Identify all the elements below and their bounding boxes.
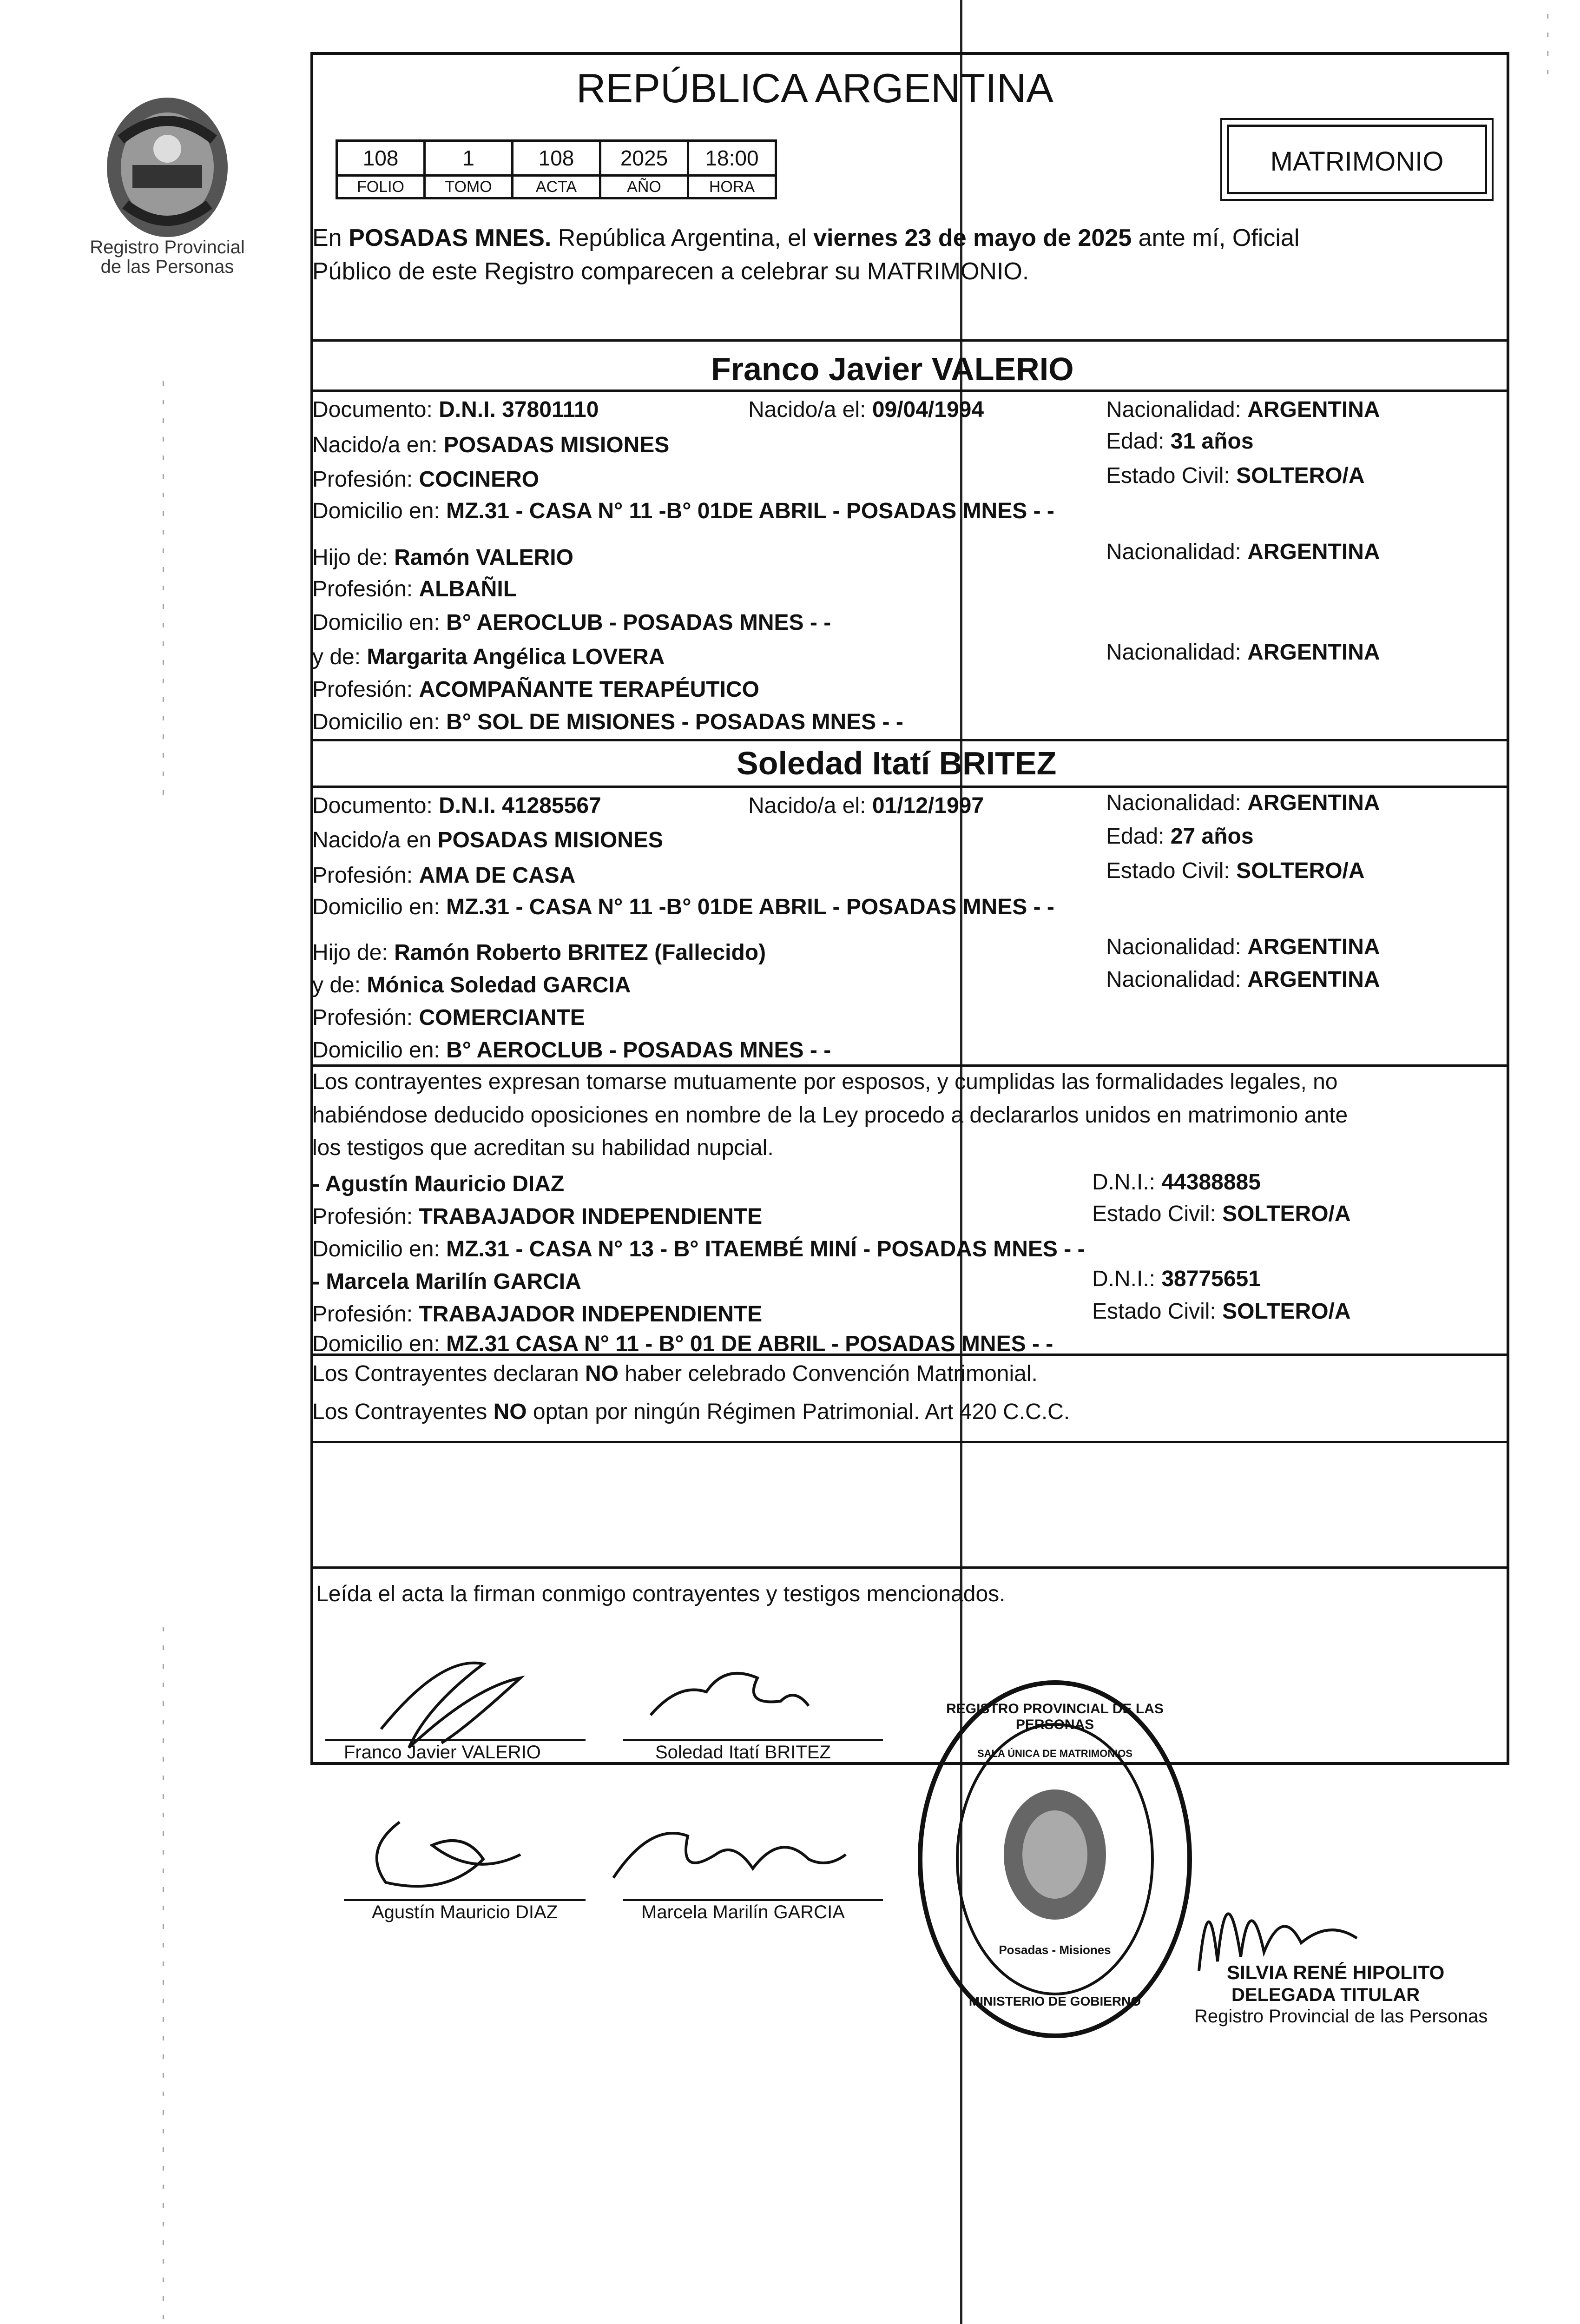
groom-mother-prof bbox=[312, 677, 759, 703]
official-office: Registro Provincial de las Personas bbox=[1194, 2006, 1488, 2027]
label: Nacionalidad: bbox=[1106, 935, 1248, 959]
bride-doc bbox=[312, 793, 601, 819]
declaration-line-3: los testigos que acreditan su habilidad nupcial. bbox=[312, 1136, 774, 1160]
divider bbox=[310, 1064, 1509, 1067]
witness-1-dom bbox=[312, 1236, 1085, 1262]
regime-text: Los Contrayentes bbox=[312, 1400, 494, 1424]
stamp-bottom-text: MINISTERIO DE GOBIERNO bbox=[968, 1994, 1141, 2008]
bride-mother-dom bbox=[312, 1037, 831, 1063]
bride-birth-place: POSADAS MISIONES bbox=[437, 828, 663, 852]
witness-1-civil-status: SOLTERO/A bbox=[1222, 1202, 1351, 1226]
groom-father-nationality: ARGENTINA bbox=[1247, 540, 1380, 564]
groom-age bbox=[1106, 429, 1254, 455]
witness-1-address: MZ.31 - CASA N° 13 - B° ITAEMBÉ MINÍ - POSADAS MNES - - bbox=[446, 1237, 1085, 1261]
anio-label: AÑO bbox=[600, 176, 688, 198]
stamp-city: Posadas - Misiones bbox=[999, 1943, 1111, 1957]
regime-no: NO bbox=[585, 1361, 619, 1386]
signature-line bbox=[623, 1739, 883, 1741]
hora-label: HORA bbox=[688, 176, 776, 198]
groom-nationality: ARGENTINA bbox=[1247, 397, 1380, 422]
bride-prof bbox=[312, 863, 575, 889]
bride-mother bbox=[312, 972, 631, 998]
label: Domicilio en: bbox=[312, 610, 447, 635]
label: Profesión: bbox=[312, 1005, 419, 1030]
groom-father-address: B° AEROCLUB - POSADAS MNES - - bbox=[446, 610, 831, 635]
hora-value: 18:00 bbox=[688, 141, 776, 176]
divider bbox=[310, 1566, 1509, 1569]
groom-signature bbox=[381, 1663, 520, 1748]
label: Nacido/a en bbox=[312, 828, 438, 852]
groom-father-prof bbox=[312, 576, 517, 602]
bride-father-name: Ramón Roberto BRITEZ (Fallecido) bbox=[394, 940, 766, 965]
label: Nacionalidad: bbox=[1106, 397, 1248, 422]
witness-1-prof bbox=[312, 1204, 762, 1230]
groom-father-profession: ALBAÑIL bbox=[419, 577, 517, 601]
tomo-label: TOMO bbox=[425, 176, 513, 198]
witness-2-prof bbox=[312, 1301, 762, 1327]
groom-place bbox=[312, 432, 669, 458]
margin-dots bbox=[1547, 14, 1548, 84]
label: Hijo de: bbox=[312, 940, 395, 965]
label: Nacionalidad: bbox=[1106, 967, 1248, 992]
bride-mother-address: B° AEROCLUB - POSADAS MNES - - bbox=[446, 1038, 831, 1063]
bride-father bbox=[312, 940, 766, 966]
bride-nationality: ARGENTINA bbox=[1247, 791, 1380, 815]
groom-age-value: 31 años bbox=[1170, 429, 1254, 454]
label: Profesión: bbox=[312, 677, 419, 702]
label: Profesión: bbox=[312, 1302, 419, 1327]
divider bbox=[310, 786, 1509, 788]
witness-2-dom bbox=[312, 1331, 1053, 1357]
label: Nacionalidad: bbox=[1106, 540, 1248, 564]
intro-text: República Argentina, el bbox=[551, 224, 814, 251]
label: Hijo de: bbox=[312, 545, 395, 570]
groom-mother-profession: ACOMPAÑANTE TERAPÉUTICO bbox=[419, 677, 759, 702]
bride-mother-nat bbox=[1106, 967, 1380, 993]
witness-2-signature bbox=[613, 1833, 846, 1878]
groom-mother-nationality: ARGENTINA bbox=[1247, 640, 1380, 665]
acta-value: 108 bbox=[513, 141, 600, 176]
witness-2-address: MZ.31 CASA N° 11 - B° 01 DE ABRIL - POSADAS MNES - - bbox=[446, 1332, 1053, 1356]
acta-label: ACTA bbox=[513, 176, 600, 198]
intro-text: ante mí, Oficial bbox=[1132, 224, 1300, 251]
groom-dni: D.N.I. 37801110 bbox=[439, 397, 599, 422]
divider bbox=[310, 1441, 1509, 1443]
bride-birth-date: 01/12/1997 bbox=[872, 793, 984, 818]
stamp-inner-text: SALA ÚNICA DE MATRIMONIOS bbox=[977, 1748, 1133, 1759]
label: Profesión: bbox=[312, 467, 419, 492]
signature-line bbox=[623, 1899, 883, 1901]
groom-mother-name: Margarita Angélica LOVERA bbox=[367, 645, 665, 669]
label: Estado Civil: bbox=[1092, 1299, 1223, 1324]
label: Nacionalidad: bbox=[1106, 640, 1248, 665]
groom-prof bbox=[312, 467, 539, 493]
signatures-drawing bbox=[325, 1636, 929, 1924]
closing-text: Leída el acta la firman conmigo contrayentes y testigos mencionados. bbox=[316, 1582, 1006, 1606]
bride-place bbox=[312, 827, 663, 853]
label: Domicilio en: bbox=[312, 710, 447, 734]
witness-1-signature-caption: Agustín Mauricio DIAZ bbox=[372, 1902, 558, 1922]
label: Nacido/a el: bbox=[748, 397, 872, 422]
label: Domicilio en: bbox=[312, 1332, 447, 1356]
bride-father-nat bbox=[1106, 934, 1380, 960]
label: Edad: bbox=[1106, 429, 1171, 454]
bride-civil bbox=[1106, 858, 1365, 884]
page-title: REPÚBLICA ARGENTINA bbox=[576, 65, 1053, 111]
signature-line bbox=[325, 1739, 586, 1741]
groom-doc bbox=[312, 397, 599, 423]
witness-2-dni-value: 38775651 bbox=[1161, 1267, 1261, 1291]
label: Profesión: bbox=[312, 863, 419, 888]
witness-1-profession: TRABAJADOR INDEPENDIENTE bbox=[419, 1204, 763, 1229]
declaration-line-2: habiéndose deducido oposiciones en nombre de la Ley procedo a declararlos unidos en matrimonio ante bbox=[312, 1103, 1348, 1128]
folio-value: 108 bbox=[337, 141, 425, 176]
label: Domicilio en: bbox=[312, 895, 447, 919]
bride-mother-profession: COMERCIANTE bbox=[419, 1005, 585, 1030]
intro-text: En bbox=[312, 224, 349, 251]
label: Domicilio en: bbox=[312, 1038, 447, 1063]
intro-place: POSADAS MNES. bbox=[349, 224, 552, 251]
divider bbox=[310, 339, 1509, 342]
groom-name: Franco Javier VALERIO bbox=[711, 351, 1074, 387]
groom-birth-date: 09/04/1994 bbox=[872, 397, 984, 422]
label: y de: bbox=[312, 645, 367, 669]
label: Estado Civil: bbox=[1106, 858, 1237, 883]
label: y de: bbox=[312, 973, 367, 997]
registry-table bbox=[336, 139, 777, 199]
doc-type-box: MATRIMONIO bbox=[1227, 125, 1487, 194]
bride-nat bbox=[1106, 790, 1380, 816]
bride-mother-nationality: ARGENTINA bbox=[1247, 967, 1380, 992]
groom-father-name: Ramón VALERIO bbox=[394, 545, 573, 570]
divider bbox=[310, 739, 1509, 741]
witness-2-civil-status: SOLTERO/A bbox=[1222, 1299, 1351, 1324]
bride-age-value: 27 años bbox=[1170, 824, 1254, 849]
signature-line bbox=[344, 1899, 586, 1901]
witness-2-dni bbox=[1092, 1266, 1261, 1292]
groom-civil-status: SOLTERO/A bbox=[1236, 463, 1365, 488]
groom-father bbox=[312, 545, 573, 571]
margin-dots bbox=[163, 381, 164, 799]
groom-mother-dom bbox=[312, 709, 903, 735]
intro-date: viernes 23 de mayo de 2025 bbox=[813, 224, 1132, 251]
bride-address: MZ.31 - CASA N° 11 -B° 01DE ABRIL - POSADAS MNES - - bbox=[446, 895, 1054, 919]
groom-address: MZ.31 - CASA N° 11 -B° 01DE ABRIL - POSADAS MNES - - bbox=[446, 499, 1054, 523]
declaration-line-1: Los contrayentes expresan tomarse mutuamente por esposos, y cumplidas las formalidades legales, no bbox=[312, 1070, 1338, 1094]
official-name: SILVIA RENÉ HIPOLITO bbox=[1227, 1961, 1445, 1983]
bride-dom bbox=[312, 894, 1054, 920]
folio-label: FOLIO bbox=[337, 176, 425, 198]
bride-signature-caption: Soledad Itatí BRITEZ bbox=[655, 1742, 831, 1763]
bride-name: Soledad Itatí BRITEZ bbox=[737, 745, 1057, 781]
witness-1-dni bbox=[1092, 1169, 1261, 1195]
divider bbox=[310, 390, 1509, 392]
groom-father-dom bbox=[312, 610, 831, 636]
bride-mother-name: Mónica Soledad GARCIA bbox=[367, 973, 631, 997]
label: Nacionalidad: bbox=[1106, 791, 1248, 815]
label: Profesión: bbox=[312, 1204, 419, 1229]
logo-caption-1: Registro Provincial bbox=[90, 237, 245, 257]
bride-profession: AMA DE CASA bbox=[419, 863, 576, 888]
witness-1-civil bbox=[1092, 1201, 1351, 1227]
groom-mother bbox=[312, 644, 665, 670]
bride-civil-status: SOLTERO/A bbox=[1236, 858, 1365, 883]
witness-2-civil bbox=[1092, 1299, 1351, 1325]
tomo-value: 1 bbox=[425, 141, 513, 176]
label: D.N.I.: bbox=[1092, 1267, 1162, 1291]
groom-mother-nat bbox=[1106, 640, 1380, 666]
regime-line-1 bbox=[312, 1361, 1038, 1387]
bride-father-nationality: ARGENTINA bbox=[1247, 935, 1380, 959]
intro-line-1 bbox=[312, 225, 1299, 251]
regime-no: NO bbox=[493, 1400, 527, 1424]
label: Domicilio en: bbox=[312, 1237, 447, 1261]
bride-signature bbox=[651, 1673, 809, 1715]
groom-civil bbox=[1106, 463, 1365, 489]
witness-2-signature-caption: Marcela Marilín GARCIA bbox=[641, 1902, 845, 1922]
label: Domicilio en: bbox=[312, 499, 447, 523]
stamp-outer-text: REGISTRO PROVINCIAL DE LAS PERSONAS bbox=[946, 1701, 1164, 1732]
groom-mother-address: B° SOL DE MISIONES - POSADAS MNES - - bbox=[446, 710, 903, 734]
regime-line-2 bbox=[312, 1399, 1070, 1425]
margin-dots bbox=[163, 1627, 164, 2324]
regime-text: optan por ningún Régimen Patrimonial. Art 420 C.C.C. bbox=[527, 1400, 1070, 1424]
logo-caption-2: de las Personas bbox=[100, 257, 234, 277]
groom-father-nat bbox=[1106, 539, 1380, 565]
label: Nacido/a el: bbox=[748, 793, 872, 818]
witness-1-name: - Agustín Mauricio DIAZ bbox=[312, 1172, 565, 1196]
label: Edad: bbox=[1106, 824, 1171, 849]
witness-1-signature bbox=[377, 1822, 520, 1886]
witness-2-name: - Marcela Marilín GARCIA bbox=[312, 1269, 581, 1294]
label: D.N.I.: bbox=[1092, 1170, 1162, 1195]
groom-signature-caption: Franco Javier VALERIO bbox=[344, 1742, 541, 1763]
label: Estado Civil: bbox=[1106, 463, 1237, 488]
witness-1-dni-value: 44388885 bbox=[1161, 1170, 1261, 1195]
label: Documento: bbox=[312, 793, 439, 818]
groom-born bbox=[748, 397, 984, 423]
groom-nat bbox=[1106, 397, 1380, 423]
anio-value: 2025 bbox=[600, 141, 688, 176]
bride-age bbox=[1106, 824, 1254, 850]
official-role: DELEGADA TITULAR bbox=[1231, 1985, 1420, 2005]
witness-2-profession: TRABAJADOR INDEPENDIENTE bbox=[419, 1302, 763, 1327]
groom-profession: COCINERO bbox=[419, 467, 540, 492]
intro-line-2: Público de este Registro comparecen a celebrar su MATRIMONIO. bbox=[312, 258, 1029, 285]
label: Nacido/a en: bbox=[312, 433, 444, 457]
groom-birth-place: POSADAS MISIONES bbox=[443, 433, 670, 457]
label: Documento: bbox=[312, 397, 439, 422]
official-stamp bbox=[911, 1673, 1199, 2045]
label: Profesión: bbox=[312, 577, 419, 601]
groom-dom bbox=[312, 498, 1054, 524]
label: Estado Civil: bbox=[1092, 1202, 1223, 1226]
regime-text: haber celebrado Convención Matrimonial. bbox=[619, 1361, 1038, 1386]
bride-mother-prof bbox=[312, 1005, 585, 1031]
bride-born bbox=[748, 793, 984, 819]
regime-text: Los Contrayentes declaran bbox=[312, 1361, 586, 1386]
province-logo bbox=[88, 88, 246, 277]
bride-dni: D.N.I. 41285567 bbox=[439, 793, 601, 818]
